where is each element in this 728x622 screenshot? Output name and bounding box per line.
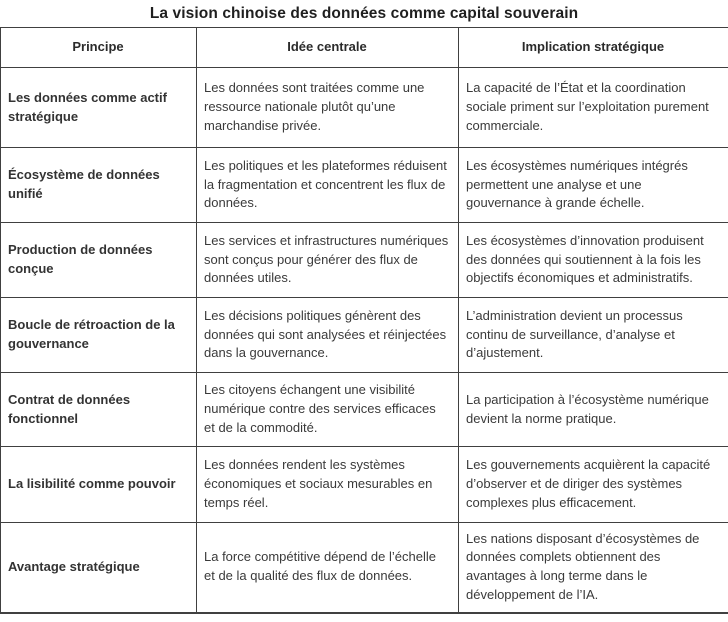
cell-implication: Les écosystèmes d’innovation produisent des données qui soutiennent à la fois les objectifs économiques et administratifs. bbox=[459, 223, 728, 298]
cell-idee-centrale: Les services et infrastructures numériques sont conçus pour générer des flux de données utiles. bbox=[197, 223, 459, 298]
cell-principe: Les données comme actif stratégique bbox=[1, 68, 197, 148]
cell-idee-centrale: Les données rendent les systèmes économiques et sociaux mesurables en temps réel. bbox=[197, 447, 459, 523]
cell-principe: Écosystème de données unifié bbox=[1, 148, 197, 223]
cell-implication: Les nations disposant d’écosystèmes de données complets obtiennent des avantages à long terme dans le développement de l’IA. bbox=[459, 523, 728, 613]
cell-idee-centrale: Les citoyens échangent une visibilité numérique contre des services efficaces et de la commodité. bbox=[197, 373, 459, 447]
cell-implication: L’administration devient un processus continu de surveillance, d’analyse et d’ajustement. bbox=[459, 298, 728, 373]
column-header-implication-strategique: Implication stratégique bbox=[459, 28, 728, 68]
cell-principe: Contrat de données fonctionnel bbox=[1, 373, 197, 447]
column-header-idee-centrale: Idée centrale bbox=[197, 28, 459, 68]
cell-implication: Les gouvernements acquièrent la capacité d’observer et de diriger des systèmes complexes plus efficacement. bbox=[459, 447, 728, 523]
cell-principe: La lisibilité comme pouvoir bbox=[1, 447, 197, 523]
table-row bbox=[1, 373, 728, 447]
cell-principe: Avantage stratégique bbox=[1, 523, 197, 613]
cell-principe: Production de données conçue bbox=[1, 223, 197, 298]
table-row bbox=[1, 298, 728, 373]
cell-idee-centrale: La force compétitive dépend de l’échelle et de la qualité des flux de données. bbox=[197, 523, 459, 613]
data-table bbox=[0, 27, 728, 614]
table-row bbox=[1, 523, 728, 613]
cell-implication: La participation à l’écosystème numérique devient la norme pratique. bbox=[459, 373, 728, 447]
cell-implication: La capacité de l’État et la coordination sociale priment sur l’exploitation purement commerciale. bbox=[459, 68, 728, 148]
cell-idee-centrale: Les décisions politiques génèrent des données qui sont analysées et réinjectées dans la gouvernance. bbox=[197, 298, 459, 373]
cell-principe: Boucle de rétroaction de la gouvernance bbox=[1, 298, 197, 373]
table-row bbox=[1, 68, 728, 148]
cell-idee-centrale: Les données sont traitées comme une ressource nationale plutôt qu’une marchandise privée. bbox=[197, 68, 459, 148]
table-row bbox=[1, 223, 728, 298]
table-header-row bbox=[1, 28, 728, 68]
table-row bbox=[1, 447, 728, 523]
column-header-principe: Principe bbox=[1, 28, 197, 68]
table-row bbox=[1, 148, 728, 223]
cell-implication: Les écosystèmes numériques intégrés permettent une analyse et une gouvernance à grande échelle. bbox=[459, 148, 728, 223]
cell-idee-centrale: Les politiques et les plateformes réduisent la fragmentation et concentrent les flux de données. bbox=[197, 148, 459, 223]
page-title: La vision chinoise des données comme capital souverain bbox=[149, 5, 579, 22]
